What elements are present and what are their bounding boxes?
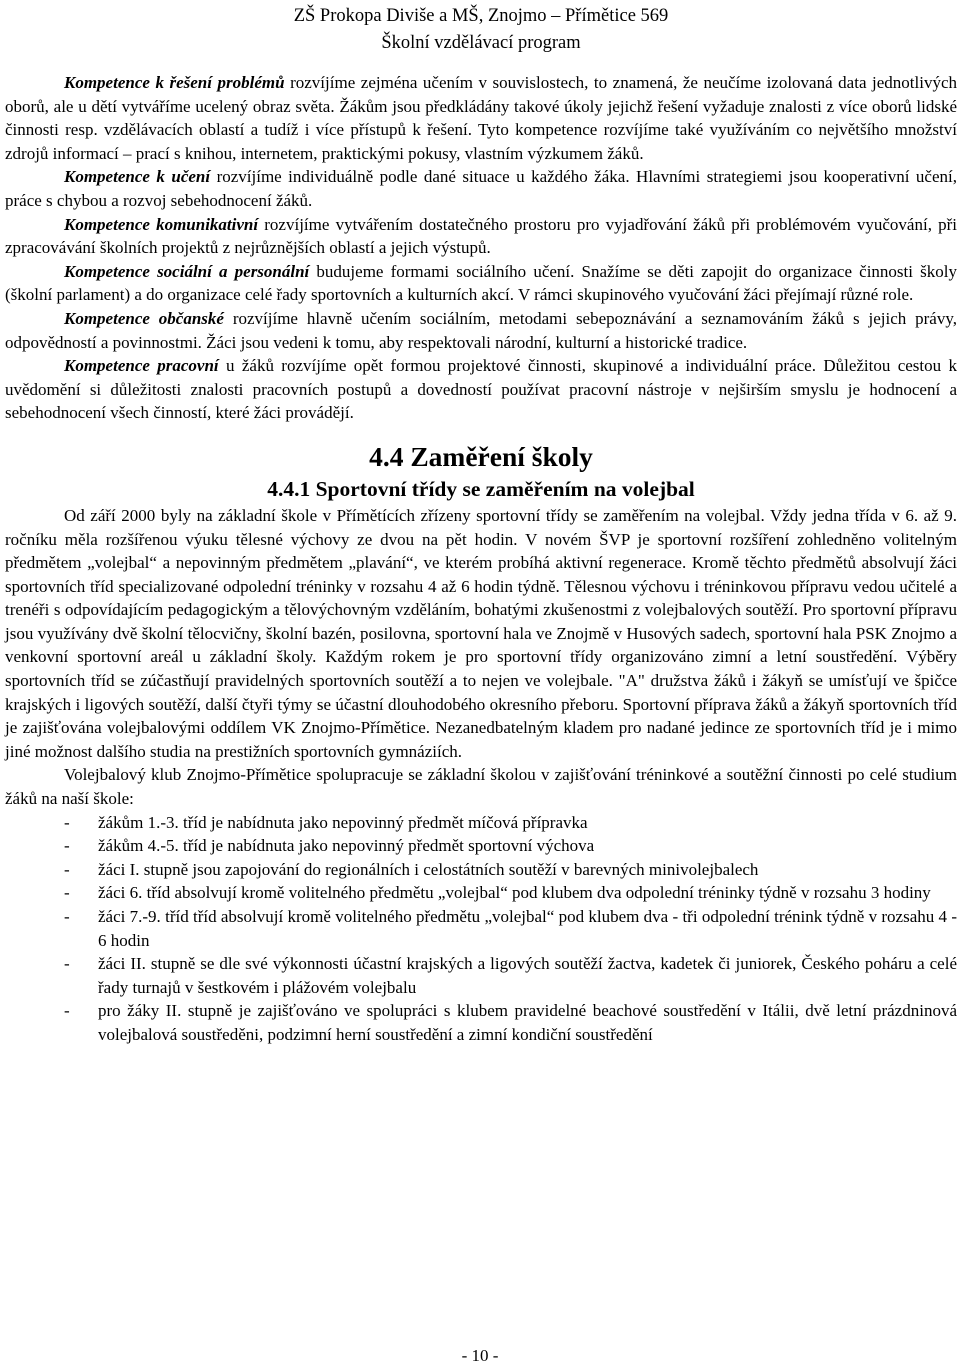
document-page xyxy=(5,0,957,1047)
paragraph-text: rozvíjíme zejména učením v souvislostech, to znamená, že neučíme izolovaná data jednotlivých oborů, ale u dětí vytváříme ucelený obraz světa. Žákům jsou předkládány takové úkoly jejichž řešení vyžaduje znalosti z více oborů lidské činnosti resp. vzdělávacích oblastí a tudíž i více přístupů k řešení. Tyto kompetence rozvíjíme také využíváním co největšího množství zdrojů informací – prací s knihou, internetem, praktickými pokusy, vlastním výzkumem žáků. xyxy=(5,73,958,163)
list-item-text: žáci II. stupně se dle své výkonnosti účastní krajských a ligových soutěží žactva, kadetek či juniorek, Českého poháru a celé řady turnajů v šestkovém i plážovém volejbalu xyxy=(98,954,957,997)
paragraph-text: rozvíjíme vytvářením dostatečného prostoru pro vyjadřování žáků při problémovém vyučování, při zpracovávání školních projektů z nejrůznějších oblastí a jejich výstupů. xyxy=(5,214,957,258)
term-communicative: Kompetence komunikativní xyxy=(64,214,259,234)
list-item-text: žáci 6. tříd absolvují kromě volitelného předmětu „volejbal“ pod klubem dva odpolední tréninky týdně v rozsahu 3 hodiny xyxy=(98,883,931,903)
list-dash: - xyxy=(64,954,70,974)
document-body xyxy=(5,71,957,1047)
subsection-title: 4.4.1 Sportovní třídy se zaměřením na volejbal xyxy=(267,476,695,501)
paragraph-problem-solving xyxy=(5,71,957,165)
term-civic: Kompetence občanské xyxy=(64,308,224,328)
paragraph-volleyball-club: Volejbalový klub Znojmo-Přímětice spolupracuje se základní školou v zajišťování tréninkové a soutěžní činnosti po celé studium žáků na naší škole: xyxy=(5,765,957,809)
term-working: Kompetence pracovní xyxy=(64,356,219,376)
page-header xyxy=(5,0,957,57)
list-item xyxy=(5,881,957,905)
paragraph-text: rozvíjíme individuálně podle dané situace u každého žáka. Hlavními strategiemi jsou kooperativní učení, práce s chybou a rozvoj sebehodnocení žáků. xyxy=(5,167,957,210)
list-item xyxy=(5,999,957,1046)
list-dash: - xyxy=(64,836,70,856)
list-item-text: žákům 4.-5. tříd je nabídnuta jako nepovinný předmět sportovní výchova xyxy=(98,836,595,856)
header-program-name: Školní vzdělávací program xyxy=(381,33,581,53)
paragraph-sport-classes: Od září 2000 byly na základní škole v Přímětících zřízeny sportovní třídy se zaměřením na volejbal. Vždy jedna třída v 6. až 9. ročníku měla rozšířenou výuku tělesné výchovy ze dvou na pět hodin. V novém ŠVP je sportovní rozšíření zohledněno volitelným předmětem „volejbal“ a nepovinným předmětem „plavání“, ve kterém probíhá aktivní regenerace. Kromě těchto předmětů absolvují žáci sportovních tříd specializované odpolední tréninky v rozsahu 4 až 6 hodin týdně. Tělesnou výchovu i tréninkovou přípravu vedou učitelé a trenéři s odpovídajícím pedagogickým a tělovýchovným vzděláním, bohatými zkušenostmi z volejbalových soutěží. Pro sportovní přípravu jsou využívány dvě školní tělocvičny, školní bazén, posilovna, sportovní hala ve Znojmě v Husových sadech, sportovní hala PSK Znojmo a venkovní sportovní areál u základní školy. Každým rokem je pro sportovní třídy organizováno zimní a letní soustředění. Výběry sportovních tříd se zúčastňují pravidelných sportovních soutěží a to nejen ve volejbale. "A" družstva žáků i žákyň se umísťují ve špičce krajských i ligových soutěží, další čtyři týmy se účastní dlouhodobého okresního přeboru. Sportovní příprava žáků a žákyň sportovních tříd je zajišťována volejbalovými oddílem VK Znojmo-Přímětice. Nezanedbatelným kladem pro nadané jedince ze sportovních tříd je i mimo jiné možnost dalšího studia na prestižních sportovních gymnáziích. xyxy=(5,505,957,761)
paragraph-working xyxy=(5,354,957,425)
list-item xyxy=(5,811,957,835)
list-item-text: žákům 1.-3. tříd je nabídnuta jako nepovinný předmět míčová přípravka xyxy=(98,812,588,832)
list-dash: - xyxy=(64,883,70,903)
header-school-name: ZŠ Prokopa Diviše a MŠ, Znojmo – Přímětice 569 xyxy=(293,6,669,26)
activities-list xyxy=(5,811,957,1047)
list-item xyxy=(5,834,957,858)
paragraph-text: u žáků rozvíjíme opět formou projektové činnosti, skupinové a individuální práce. Důležitou cestou k uvědomění si důležitosti znalosti pracovních postupů a dovedností používat pracovní nástroje v nejširším smyslu je hodnocení a sebehodnocení všech činností, které žáci provádějí. xyxy=(5,356,957,423)
list-item-text: pro žáky II. stupně je zajišťováno ve spolupráci s klubem pravidelné beachové soustředění v Itálii, dvě letní prázdninová volejbalová soustředěni, podzimní herní soustředění a zimní kondiční soustředění xyxy=(98,1001,957,1044)
list-dash: - xyxy=(64,1001,70,1021)
term-problem-solving: Kompetence k řešení problémů xyxy=(64,73,285,92)
term-social: Kompetence sociální a personální xyxy=(64,261,310,281)
section-title: 4.4 Zaměření školy xyxy=(369,440,593,472)
paragraph-social xyxy=(5,260,957,307)
page-number: - 10 - xyxy=(461,1346,499,1365)
paragraph-text: budujeme formami sociálního učení. Snažíme se děti zapojit do organizace činnosti školy (školní parlament) a do organizace celé řady sportovních a kulturních akcí. V rámci skupinového vyučování žáci přejímají různé role. xyxy=(5,261,957,305)
list-item xyxy=(5,952,957,999)
list-item-text: žáci I. stupně jsou zapojování do regionálních i celostátních soutěží v barevných minivolejbalech xyxy=(98,859,759,879)
list-item xyxy=(5,858,957,882)
term-learning: Kompetence k učení xyxy=(64,167,211,187)
paragraph-civic xyxy=(5,307,957,354)
paragraph-learning xyxy=(5,165,957,212)
paragraph-text: rozvíjíme hlavně učením sociálním, metodami sebepoznávání a seznamováním žáků s jejich právy, odpovědností a povinnostmi. Žáci jsou vedeni k tomu, aby respektovali národní, kulturní a historické tradice. xyxy=(5,308,957,352)
list-item-text: žáci 7.-9. tříd tříd absolvují kromě volitelného předmětu „volejbal“ pod klubem dva - tři odpolední trénink týdně v rozsahu 4 - 6 hodin xyxy=(98,907,957,950)
list-dash: - xyxy=(64,812,70,832)
paragraph-communicative xyxy=(5,213,957,260)
list-dash: - xyxy=(64,907,70,926)
list-item xyxy=(5,905,957,952)
list-dash: - xyxy=(64,859,70,879)
